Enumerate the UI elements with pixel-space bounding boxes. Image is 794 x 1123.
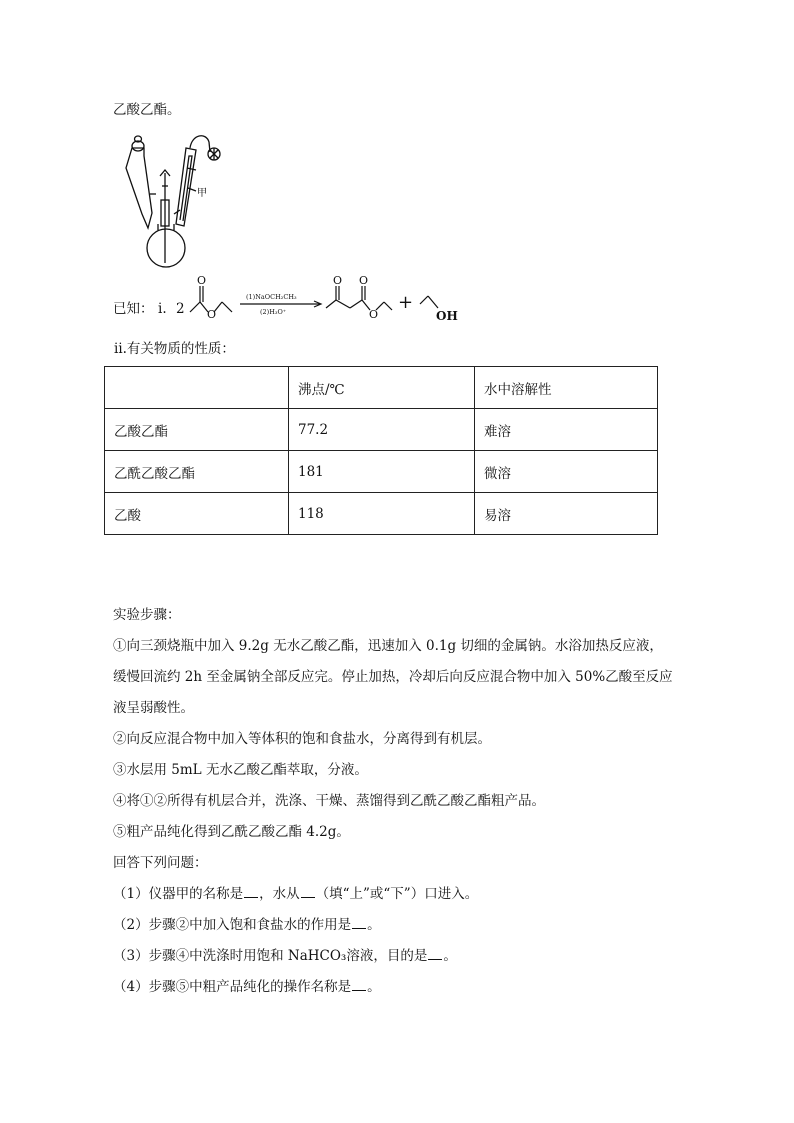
question-3-text-b: 。 [443,948,457,964]
table-cell: 易溶 [475,493,658,535]
question-4 [113,977,381,997]
table-header-cell: 沸点/℃ [289,367,475,409]
answer-blank[interactable] [244,885,258,898]
table-header-row [105,367,658,409]
table-cell: 微溶 [475,451,658,493]
known-prefix: 已知： [113,301,154,317]
reagent-condition-bottom: (2)H₃O⁺ [260,308,287,316]
table-cell: 难溶 [475,409,658,451]
step-3: ③水层用 5mL 无水乙酸乙酯萃取，分液。 [113,762,368,778]
properties-table [104,366,658,535]
table-header-cell: 水中溶解性 [475,367,658,409]
table-cell: 乙酸乙酯 [105,409,289,451]
apparatus-label-jia: 甲 [197,188,207,199]
question-2-text-b: 。 [367,917,381,933]
table-header-cell [105,367,289,409]
step-1-line-1: ①向三颈烧瓶中加入 9.2g 无水乙酸乙酯，迅速加入 0.1g 切细的金属钠。水浴加热反应液， [113,638,663,654]
question-2-text-a: （2）步骤②中加入饱和食盐水的作用是 [113,917,352,933]
product-o-bridge: O [369,308,379,321]
known-item-i: ⅰ. [158,301,167,317]
question-3 [113,946,457,966]
question-2 [113,915,381,935]
steps-title: 实验步骤： [113,607,181,623]
answer-blank[interactable] [352,978,366,991]
ester-o-bridge: O [207,308,217,321]
question-1-text-a: （1）仪器甲的名称是 [113,886,244,902]
questions-title: 回答下列问题： [113,855,208,871]
ester-o-top: O [197,274,207,287]
step-2: ②向反应混合物中加入等体积的饱和食盐水，分离得到有机层。 [113,731,491,747]
table-row [105,451,658,493]
apparatus-figure [114,128,224,270]
table-cell: 77.2 [289,409,475,451]
step-5: ⑤粗产品纯化得到乙酰乙酸乙酯 4.2g。 [113,824,350,840]
table-cell: 181 [289,451,475,493]
question-3-text-a: （3）步骤④中洗涤时用饱和 NaHCO₃溶液，目的是 [113,948,428,964]
intro-tail: 乙酸乙酯。 [113,102,181,118]
plus-sign: + [398,292,414,313]
ethanol-oh: OH [436,309,458,323]
product-o-2: O [359,274,369,287]
step-1-line-3: 液呈弱酸性。 [113,700,194,716]
table-cell: 乙酸 [105,493,289,535]
answer-blank[interactable] [352,916,366,929]
question-4-text-a: （4）步骤⑤中粗产品纯化的操作名称是 [113,979,352,995]
reagent-condition-top: (1)NaOCH₂CH₃ [246,293,297,301]
table-row [105,409,658,451]
table-cell: 乙酰乙酸乙酯 [105,451,289,493]
properties-title: ⅱ.有关物质的性质： [114,341,235,357]
step-4: ④将①②所得有机层合并，洗涤、干燥、蒸馏得到乙酰乙酸乙酯粗产品。 [113,793,545,809]
step-1-line-2: 缓慢回流约 2h 至金属钠全部反应完。停止加热，冷却后向反应混合物中加入 50%乙酸至反应 [113,669,673,685]
question-1-text-c: （填“上”或“下”）口进入。 [315,886,479,902]
answer-blank[interactable] [428,947,442,960]
answer-blank[interactable] [301,885,315,898]
table-row [105,493,658,535]
table-cell: 118 [289,493,475,535]
question-1 [113,884,478,904]
question-1-text-b: ，水从 [259,886,300,902]
reaction-scheme [186,272,466,330]
product-o-1: O [333,274,343,287]
question-4-text-b: 。 [367,979,381,995]
known-coefficient: 2 [176,301,185,317]
